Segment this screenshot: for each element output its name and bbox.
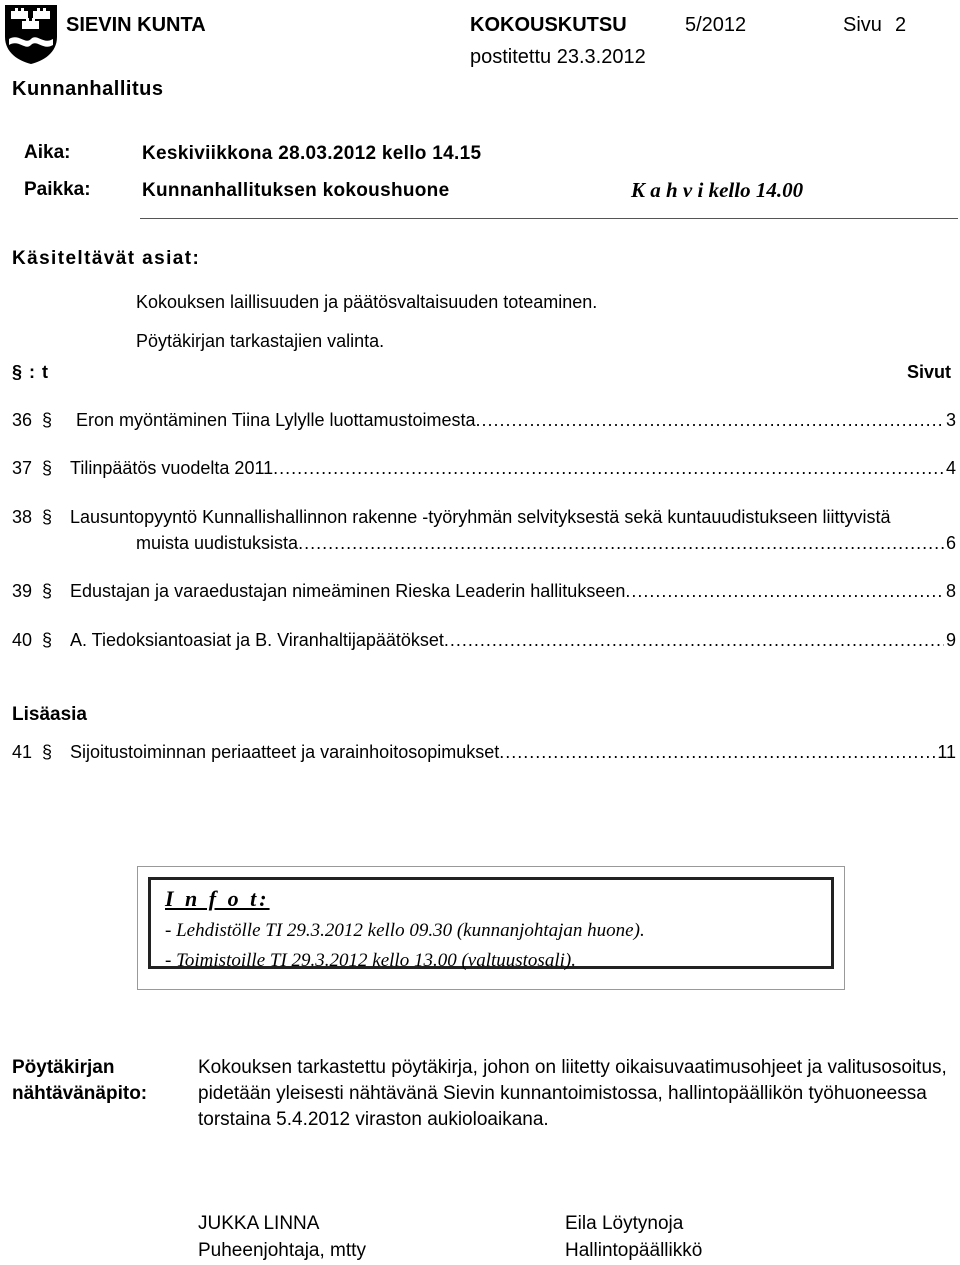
item-number: 40 — [12, 630, 33, 650]
item-title: Eron myöntäminen Tiina Lylylle luottamustoimesta — [76, 410, 476, 430]
section-sign: § — [42, 507, 53, 527]
signature-chair-name: JUKKA LINNA — [198, 1213, 320, 1234]
section-sign: § — [42, 630, 53, 650]
agenda-item-40[interactable] — [12, 630, 956, 654]
page-label: Sivu — [843, 14, 882, 36]
item-title: Sijoitustoiminnan periaatteet ja varainhoitosopimukset — [70, 742, 500, 762]
item-title-continued: muista uudistuksista — [136, 533, 299, 553]
document-type: KOKOUSKUTSU — [470, 14, 627, 36]
item-title: Tilinpäätös vuodelta 2011 — [70, 458, 274, 478]
section-sign: § — [42, 581, 53, 601]
section-sign: § — [42, 742, 53, 762]
info-box-frame — [148, 877, 834, 969]
place-value: Kunnanhallituksen kokoushuone — [142, 180, 450, 201]
item-page: 4 — [945, 458, 956, 478]
leader-dots — [499, 742, 935, 763]
info-line-press: - Lehdistölle TI 29.3.2012 kello 09.30 (kunnanjohtajan huone). — [165, 920, 645, 941]
item-title: Lausuntopyyntö Kunnallishallinnon rakenne -työryhmän selvityksestä sekä kuntauudistukseen liittyvistä — [70, 507, 891, 527]
leader-dots — [476, 410, 944, 431]
pages-column-header: Sivut — [907, 362, 952, 382]
leader-dots — [444, 630, 944, 651]
section-sign: § — [42, 458, 53, 478]
section-column-header: § : t — [12, 362, 50, 382]
place-label: Paikka: — [24, 179, 91, 200]
municipality-coat-of-arms-logo — [3, 3, 59, 65]
item-page: 3 — [945, 410, 956, 430]
additional-item-heading: Lisäasia — [12, 704, 87, 725]
agenda-item-38[interactable] — [12, 507, 956, 531]
time-value: Keskiviikkona 28.03.2012 kello 14.15 — [142, 143, 482, 164]
item-page: 9 — [945, 630, 956, 650]
intro-item-2: Pöytäkirjan tarkastajien valinta. — [136, 331, 385, 351]
signature-secretary-name: Eila Löytynoja — [565, 1213, 684, 1234]
leader-dots — [273, 458, 944, 479]
agenda-item-39[interactable] — [12, 581, 956, 605]
coffee-time: K a h v i kello 14.00 — [631, 178, 804, 202]
info-title: I n f o t: — [165, 886, 270, 911]
notice-text: Kokouksen tarkastettu pöytäkirja, johon on liitetty oikaisuvaatimusohjeet ja valitusosoitus, pidetään yleisesti nähtävänä Sievin kunnantoimistossa, hallintopäällikön työhuoneessa torstaina 5.4.2012 viraston aukioloaikana. — [198, 1057, 947, 1130]
municipality-name: SIEVIN KUNTA — [66, 14, 206, 36]
agenda-item-41[interactable] — [12, 742, 956, 766]
header-divider — [140, 218, 958, 219]
item-number: 36 — [12, 410, 33, 430]
info-box — [137, 866, 845, 990]
item-title: Edustajan ja varaedustajan nimeäminen Rieska Leaderin hallitukseen — [70, 581, 626, 601]
meeting-number: 5/2012 — [685, 14, 747, 36]
item-number: 39 — [12, 581, 33, 601]
leader-dots — [625, 581, 944, 602]
agenda-item-36[interactable] — [12, 410, 956, 434]
section-sign: § — [42, 410, 53, 430]
leader-dots — [298, 533, 944, 554]
item-page: 8 — [945, 581, 956, 601]
time-label: Aika: — [24, 142, 71, 163]
signature-chair-role: Puheenjohtaja, mtty — [198, 1240, 366, 1261]
notice-label-line2: nähtävänäpito: — [12, 1083, 148, 1104]
posted-date: postitettu 23.3.2012 — [470, 46, 646, 68]
item-title: A. Tiedoksiantoasiat ja B. Viranhaltijapäätökset — [70, 630, 444, 650]
item-number: 38 — [12, 507, 33, 527]
info-line-offices: - Toimistoille TI 29.3.2012 kello 13.00 (valtuustosali). — [165, 950, 576, 971]
notice-label-line1: Pöytäkirjan — [12, 1057, 115, 1078]
governing-body: Kunnanhallitus — [12, 78, 164, 100]
intro-item-1: Kokouksen laillisuuden ja päätösvaltaisuuden toteaminen. — [136, 292, 598, 312]
page-number: 2 — [895, 14, 907, 36]
item-page: 6 — [945, 533, 956, 553]
agenda-heading: Käsiteltävät asiat: — [12, 248, 201, 269]
item-page: 11 — [937, 742, 956, 762]
agenda-item-37[interactable] — [12, 458, 956, 482]
agenda-item-38-continued — [12, 533, 956, 557]
signature-secretary-role: Hallintopäällikkö — [565, 1240, 703, 1261]
item-number: 37 — [12, 458, 33, 478]
item-number: 41 — [12, 742, 33, 762]
